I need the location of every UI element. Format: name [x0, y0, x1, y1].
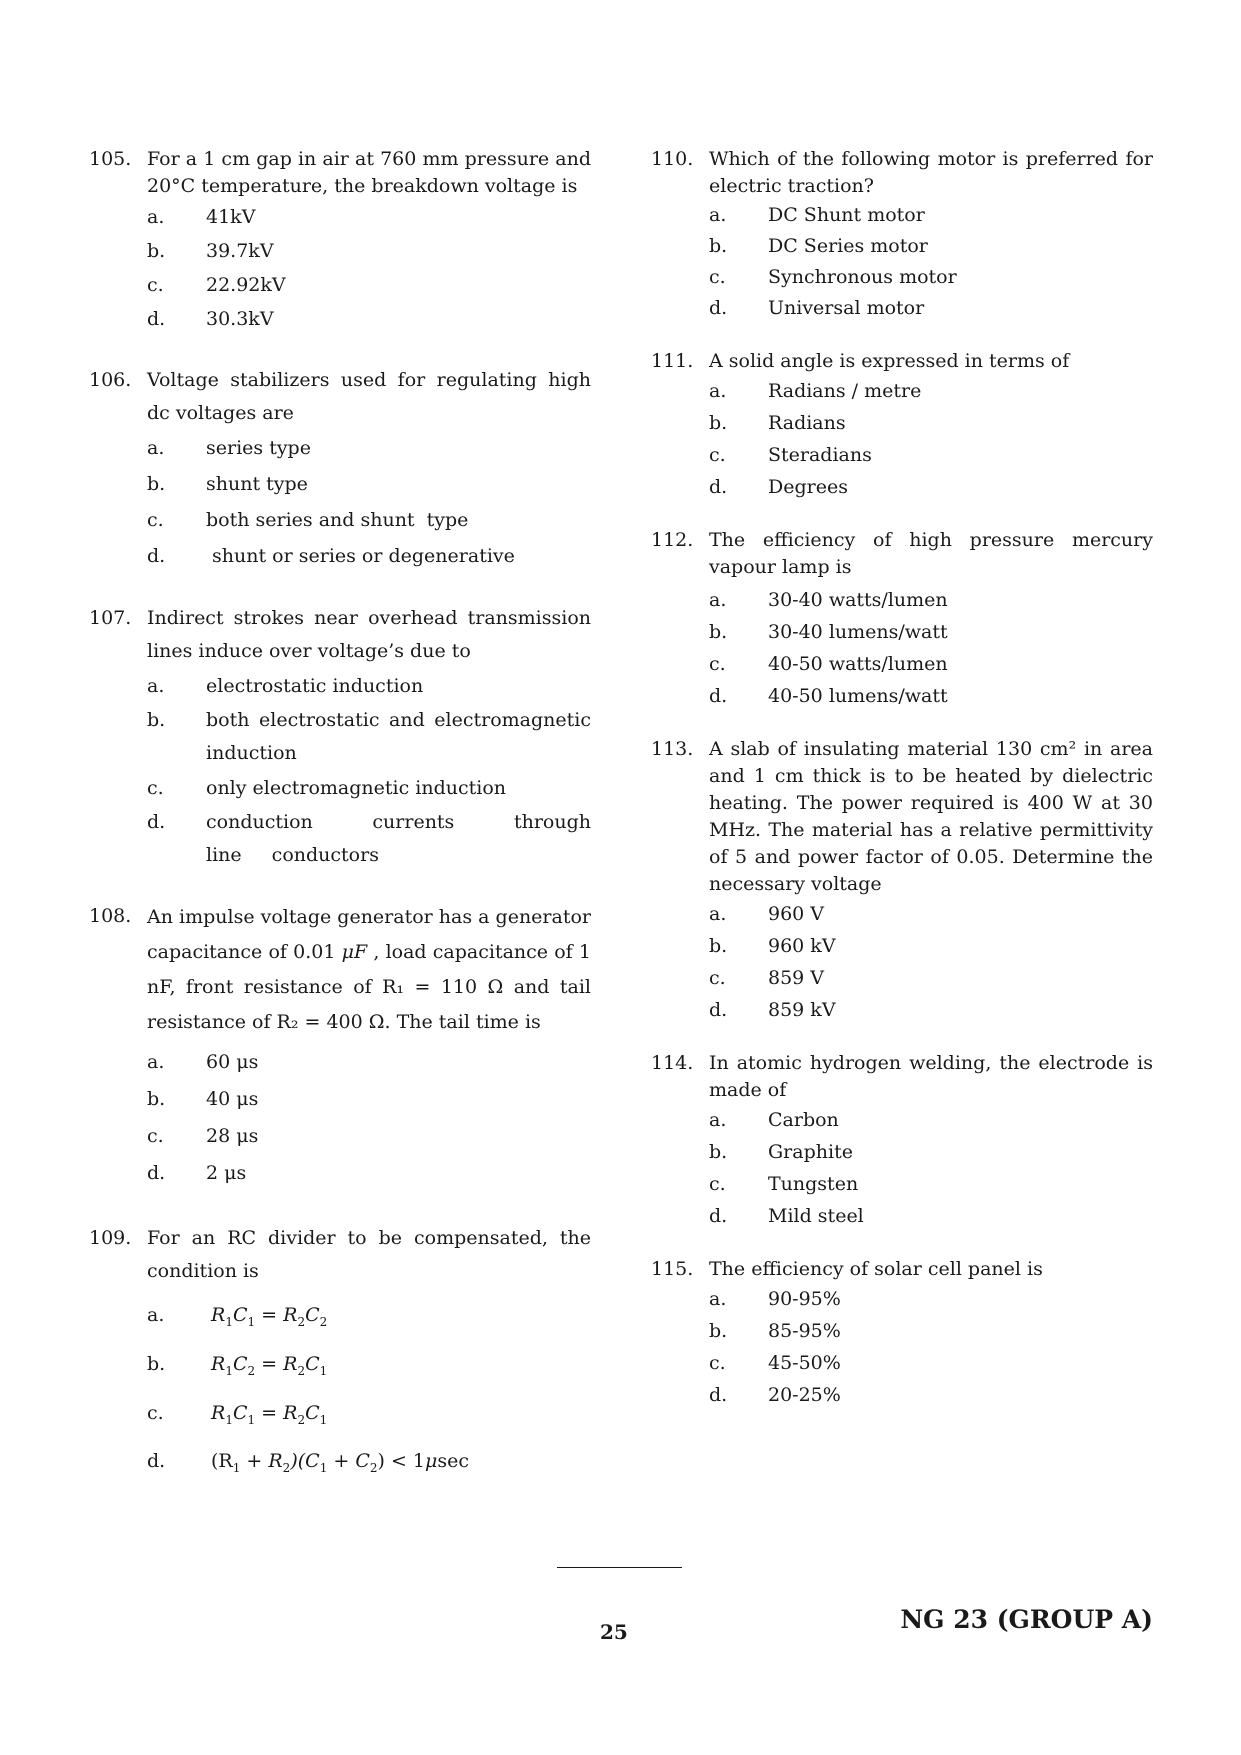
option-label: b. [709, 621, 728, 643]
option-label: a. [709, 1288, 727, 1310]
option-a [147, 200, 591, 234]
option-label: c. [147, 509, 164, 531]
question-text: In atomic hydrogen welding, the electrode is made of [709, 1052, 1153, 1101]
option-text: 2 μs [206, 1162, 247, 1184]
question-text: Voltage stabilizers used for regulating high dc voltages are [147, 369, 591, 424]
option-label: d. [147, 1450, 166, 1473]
option-label: c. [709, 1173, 726, 1195]
option-c [709, 648, 1153, 680]
equation: $R_1C_1 = R_2C_2$ [211, 1304, 328, 1329]
question-108 [89, 900, 591, 1192]
option-text: Carbon [768, 1109, 839, 1131]
question-number: 111. [651, 350, 694, 372]
option-text: 30-40 watts/lumen [768, 589, 948, 611]
option-b [709, 1136, 1153, 1168]
paper-code: NG 23 (GROUP A) [900, 1605, 1153, 1634]
option-a [709, 584, 1153, 616]
option-label: b. [147, 473, 166, 495]
question-number: 106. [89, 369, 132, 391]
option-d [147, 1440, 591, 1489]
question-number: 112. [651, 529, 694, 551]
option-c [147, 268, 591, 302]
option-b [147, 1343, 591, 1392]
option-label: a. [709, 589, 727, 611]
option-label: d. [709, 685, 728, 707]
option-label: a. [709, 204, 727, 226]
option-label: c. [147, 1125, 164, 1147]
option-text: 859 V [768, 967, 825, 989]
option-label: d. [147, 308, 166, 330]
option-list [147, 668, 591, 872]
option-text: Radians [768, 412, 846, 434]
page-number: 25 [600, 1620, 628, 1644]
option-label: a. [709, 903, 727, 925]
question-text [147, 900, 591, 1040]
option-label: a. [147, 206, 165, 228]
option-a [709, 1283, 1153, 1315]
option-text: Synchronous motor [768, 266, 957, 288]
question-number: 107. [89, 607, 132, 629]
option-d [709, 994, 1153, 1026]
option-c [709, 1347, 1153, 1379]
question-106 [89, 364, 591, 574]
option-b [147, 234, 591, 268]
option-text: DC Shunt motor [768, 204, 925, 226]
option-text: 22.92kV [206, 274, 286, 296]
option-c [147, 502, 591, 538]
option-label: b. [709, 1320, 728, 1342]
option-text: only electromagnetic induction [206, 777, 507, 799]
option-label: d. [709, 476, 728, 498]
question-number: 109. [89, 1227, 132, 1249]
option-text: series type [206, 437, 311, 459]
option-label: d. [147, 811, 166, 833]
option-text: 30-40 lumens/watt [768, 621, 948, 643]
option-list [709, 375, 1153, 503]
question-112 [651, 527, 1153, 712]
option-c [709, 439, 1153, 471]
option-text: Tungsten [768, 1173, 859, 1195]
option-d [709, 471, 1153, 503]
option-label: c. [147, 274, 164, 296]
option-list [147, 430, 591, 574]
option-a [147, 1044, 591, 1081]
unit-microfarad: μF [341, 941, 368, 963]
option-label: b. [709, 412, 728, 434]
option-text: 41kV [206, 206, 256, 228]
option-b [709, 616, 1153, 648]
option-text: both electrostatic and electromagnetic induction [206, 709, 591, 764]
option-text: shunt or series or degenerative [206, 545, 515, 567]
option-d [147, 302, 591, 336]
option-list [147, 200, 591, 336]
option-label: a. [709, 1109, 727, 1131]
question-113 [651, 736, 1153, 1026]
option-label: b. [147, 1352, 166, 1375]
option-text: Steradians [768, 444, 872, 466]
option-d [147, 806, 591, 872]
option-label: d. [709, 999, 728, 1021]
question-110 [651, 146, 1153, 324]
option-text: Universal motor [768, 297, 925, 319]
option-list [709, 1283, 1153, 1411]
option-c [709, 262, 1153, 293]
option-d [709, 293, 1153, 324]
question-text: A slab of insulating material 130 cm² in area and 1 cm thick is to be heated by dielectric heating. The power required is 400 W at 30 MHz. The material has a relative permittivity of 5 and power factor of 0.05. Determine the necessary voltage [709, 738, 1153, 895]
option-label: d. [709, 297, 728, 319]
option-label: b. [709, 935, 728, 957]
option-text: 90-95% [768, 1288, 841, 1310]
option-label: c. [709, 444, 726, 466]
option-b [709, 1315, 1153, 1347]
option-c [709, 962, 1153, 994]
equation: $R_1C_1 = R_2C_1$ [211, 1401, 328, 1427]
option-label: c. [709, 967, 726, 989]
option-label: a. [147, 1051, 165, 1073]
option-label: b. [147, 240, 166, 262]
option-label: b. [709, 1141, 728, 1163]
option-d [709, 1200, 1153, 1232]
question-number: 105. [89, 148, 132, 170]
question-number: 108. [89, 905, 132, 927]
option-label: b. [147, 1088, 166, 1110]
option-text: electrostatic induction [206, 675, 424, 697]
question-115 [651, 1256, 1153, 1411]
question-text: For an RC divider to be compensated, the condition is [147, 1227, 591, 1282]
option-a [709, 375, 1153, 407]
option-d [709, 1379, 1153, 1411]
right-column [651, 146, 1153, 1411]
option-text: both series and shunt type [206, 509, 469, 531]
option-text: conduction currents through line conductors [206, 811, 591, 866]
option-label: c. [709, 1352, 726, 1374]
option-a [709, 898, 1153, 930]
option-label: b. [709, 235, 728, 257]
option-c [709, 1168, 1153, 1200]
option-a [147, 668, 591, 704]
question-105 [89, 146, 591, 336]
option-label: d. [147, 1162, 166, 1184]
option-text: Mild steel [768, 1205, 864, 1227]
option-label: b. [147, 709, 166, 731]
option-text: shunt type [206, 473, 308, 495]
question-number: 113. [651, 738, 694, 760]
option-label: d. [709, 1205, 728, 1227]
option-label: c. [147, 777, 164, 799]
option-list [709, 898, 1153, 1026]
option-text: 39.7kV [206, 240, 274, 262]
question-109 [89, 1222, 591, 1489]
option-text: 40-50 watts/lumen [768, 653, 948, 675]
option-text: Graphite [768, 1141, 853, 1163]
option-a [147, 430, 591, 466]
option-label: d. [709, 1384, 728, 1406]
option-b [147, 704, 591, 770]
option-text: 45-50% [768, 1352, 841, 1374]
option-b [709, 231, 1153, 262]
option-label: a. [147, 1304, 165, 1326]
option-text: 30.3kV [206, 308, 274, 330]
question-text: For a 1 cm gap in air at 760 mm pressure and 20°C temperature, the breakdown voltage is [147, 148, 591, 197]
equation: $R_1C_2 = R_2C_1$ [211, 1352, 328, 1378]
option-c [147, 770, 591, 806]
option-text: DC Series motor [768, 235, 928, 257]
option-a [709, 200, 1153, 231]
option-text: 28 μs [206, 1125, 259, 1147]
option-text: 859 kV [768, 999, 836, 1021]
option-label: c. [709, 653, 726, 675]
option-label: a. [147, 437, 165, 459]
option-list [709, 200, 1153, 324]
option-text: 40-50 lumens/watt [768, 685, 948, 707]
left-column [89, 146, 591, 1489]
option-label: d. [147, 545, 166, 567]
question-111 [651, 348, 1153, 503]
option-text: 60 μs [206, 1051, 259, 1073]
option-text: Degrees [768, 476, 848, 498]
question-text-part: , load capacitance of 1 nF, front resistance of R₁ = 110 Ω and tail resistance of R₂ = 400 Ω. The tail time is [147, 941, 591, 1033]
option-d [147, 1155, 591, 1192]
option-a [709, 1104, 1153, 1136]
option-list [147, 1044, 591, 1192]
question-text-part: An impulse voltage generator has a generator capacitance of 0.01 [147, 906, 591, 963]
question-number: 110. [651, 148, 694, 170]
option-d [147, 538, 591, 574]
option-b [709, 407, 1153, 439]
option-text: 20-25% [768, 1384, 841, 1406]
option-b [147, 466, 591, 502]
option-text: Radians / metre [768, 380, 922, 402]
option-label: a. [147, 675, 165, 697]
footer-divider [557, 1567, 682, 1568]
option-d [709, 680, 1153, 712]
equation: $(R_1 + R_2)(C_1 + C_2) < 1\mu\sec$ [211, 1450, 470, 1476]
option-text: 960 kV [768, 935, 836, 957]
option-text: 960 V [768, 903, 825, 925]
option-text: 40 μs [206, 1088, 259, 1110]
question-text: A solid angle is expressed in terms of [709, 350, 1070, 372]
question-number: 115. [651, 1258, 694, 1280]
option-c [147, 1392, 591, 1441]
question-114 [651, 1050, 1153, 1232]
option-list [709, 584, 1153, 712]
option-list [147, 1294, 591, 1489]
question-text: Indirect strokes near overhead transmission lines induce over voltage’s due to [147, 607, 591, 662]
option-label: c. [709, 266, 726, 288]
option-list [709, 1104, 1153, 1232]
option-c [147, 1118, 591, 1155]
option-text: 85-95% [768, 1320, 841, 1342]
option-label: a. [709, 380, 727, 402]
question-text: Which of the following motor is preferred for electric traction? [709, 148, 1153, 197]
question-text: The efficiency of solar cell panel is [709, 1258, 1043, 1280]
option-label: c. [147, 1401, 164, 1424]
option-b [709, 930, 1153, 962]
option-b [147, 1081, 591, 1118]
question-number: 114. [651, 1052, 694, 1074]
question-text: The efficiency of high pressure mercury vapour lamp is [709, 529, 1153, 578]
question-107 [89, 602, 591, 872]
option-a [147, 1294, 591, 1343]
